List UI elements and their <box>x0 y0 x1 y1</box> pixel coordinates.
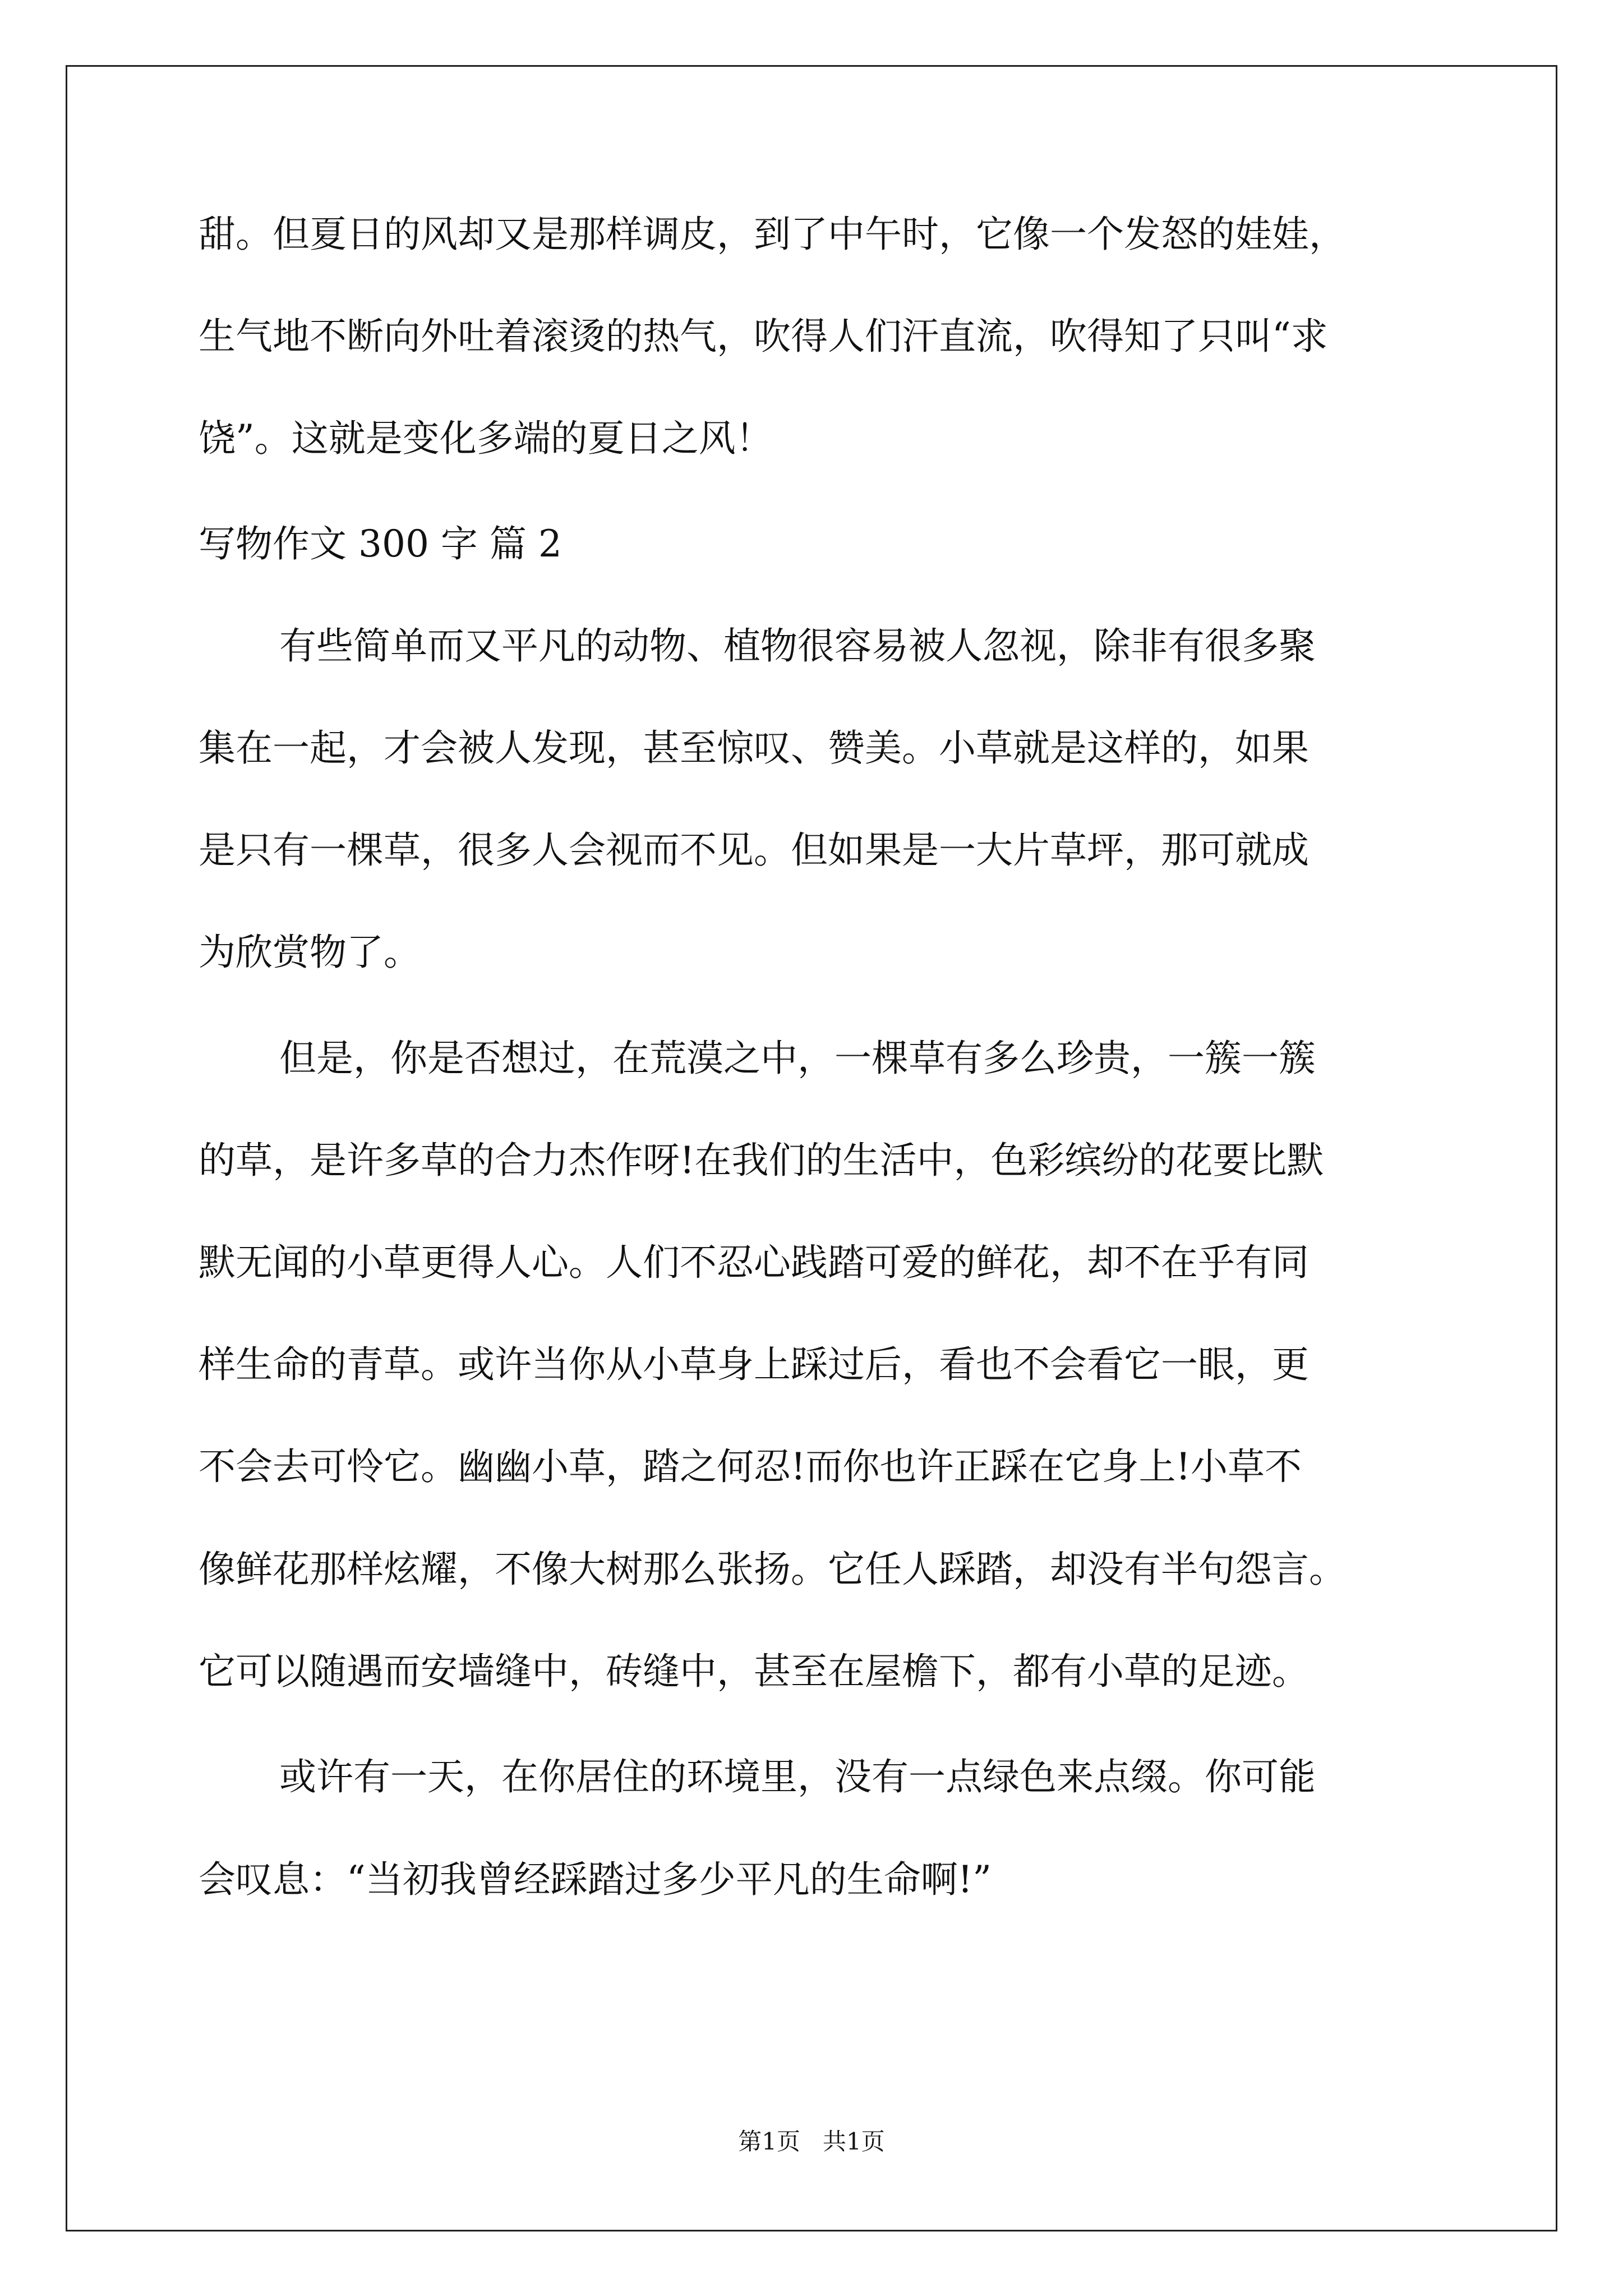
text-line-2: 生气地不断向外吐着滚烫的热气，吹得人们汗直流，吹得知了只叫“求 <box>199 315 1328 358</box>
text-line-15: 它可以随遇而安墙缝中，砖缝中，甚至在屋檐下，都有小草的足迹。 <box>199 1650 1309 1693</box>
text-line-13: 不会去可怜它。幽幽小草，踏之何忍!而你也许正踩在它身上!小草不 <box>199 1445 1302 1488</box>
text-line-8: 为欣赏物了。 <box>199 931 421 974</box>
text-line-3: 饶”。这就是变化多端的夏日之风！ <box>199 417 773 460</box>
text-line-10: 的草，是许多草的合力杰作呀!在我们的生活中，色彩缤纷的花要比默 <box>199 1139 1324 1182</box>
text-line-7: 是只有一棵草，很多人会视而不见。但如果是一大片草坪，那可就成 <box>199 829 1309 872</box>
text-line-9: 但是，你是否想过，在荒漠之中，一棵草有多么珍贵，一簇一簇 <box>279 1037 1316 1080</box>
text-line-17: 会叹息：“当初我曾经踩踏过多少平凡的生命啊!” <box>199 1858 992 1901</box>
text-line-16: 或许有一天，在你居住的环境里，没有一点绿色来点缀。你可能 <box>279 1755 1316 1798</box>
text-line-1: 甜。但夏日的风却又是那样调皮，到了中午时，它像一个发怒的娃娃， <box>199 213 1346 256</box>
text-line-11: 默无闻的小草更得人心。人们不忍心践踏可爱的鲜花，却不在乎有同 <box>199 1241 1309 1284</box>
page-number-footer: 第1页 共1页 <box>738 2128 885 2155</box>
text-line-12: 样生命的青草。或许当你从小草身上踩过后，看也不会看它一眼，更 <box>199 1343 1309 1386</box>
text-line-5: 有些简单而又平凡的动物、植物很容易被人忽视，除非有很多聚 <box>279 624 1316 668</box>
text-line-6: 集在一起，才会被人发现，甚至惊叹、赞美。小草就是这样的，如果 <box>199 726 1309 770</box>
section-heading: 写物作文 300 字 篇 2 <box>199 522 562 565</box>
text-line-14: 像鲜花那样炫耀，不像大树那么张扬。它任人踩踏，却没有半句怨言。 <box>199 1548 1346 1591</box>
